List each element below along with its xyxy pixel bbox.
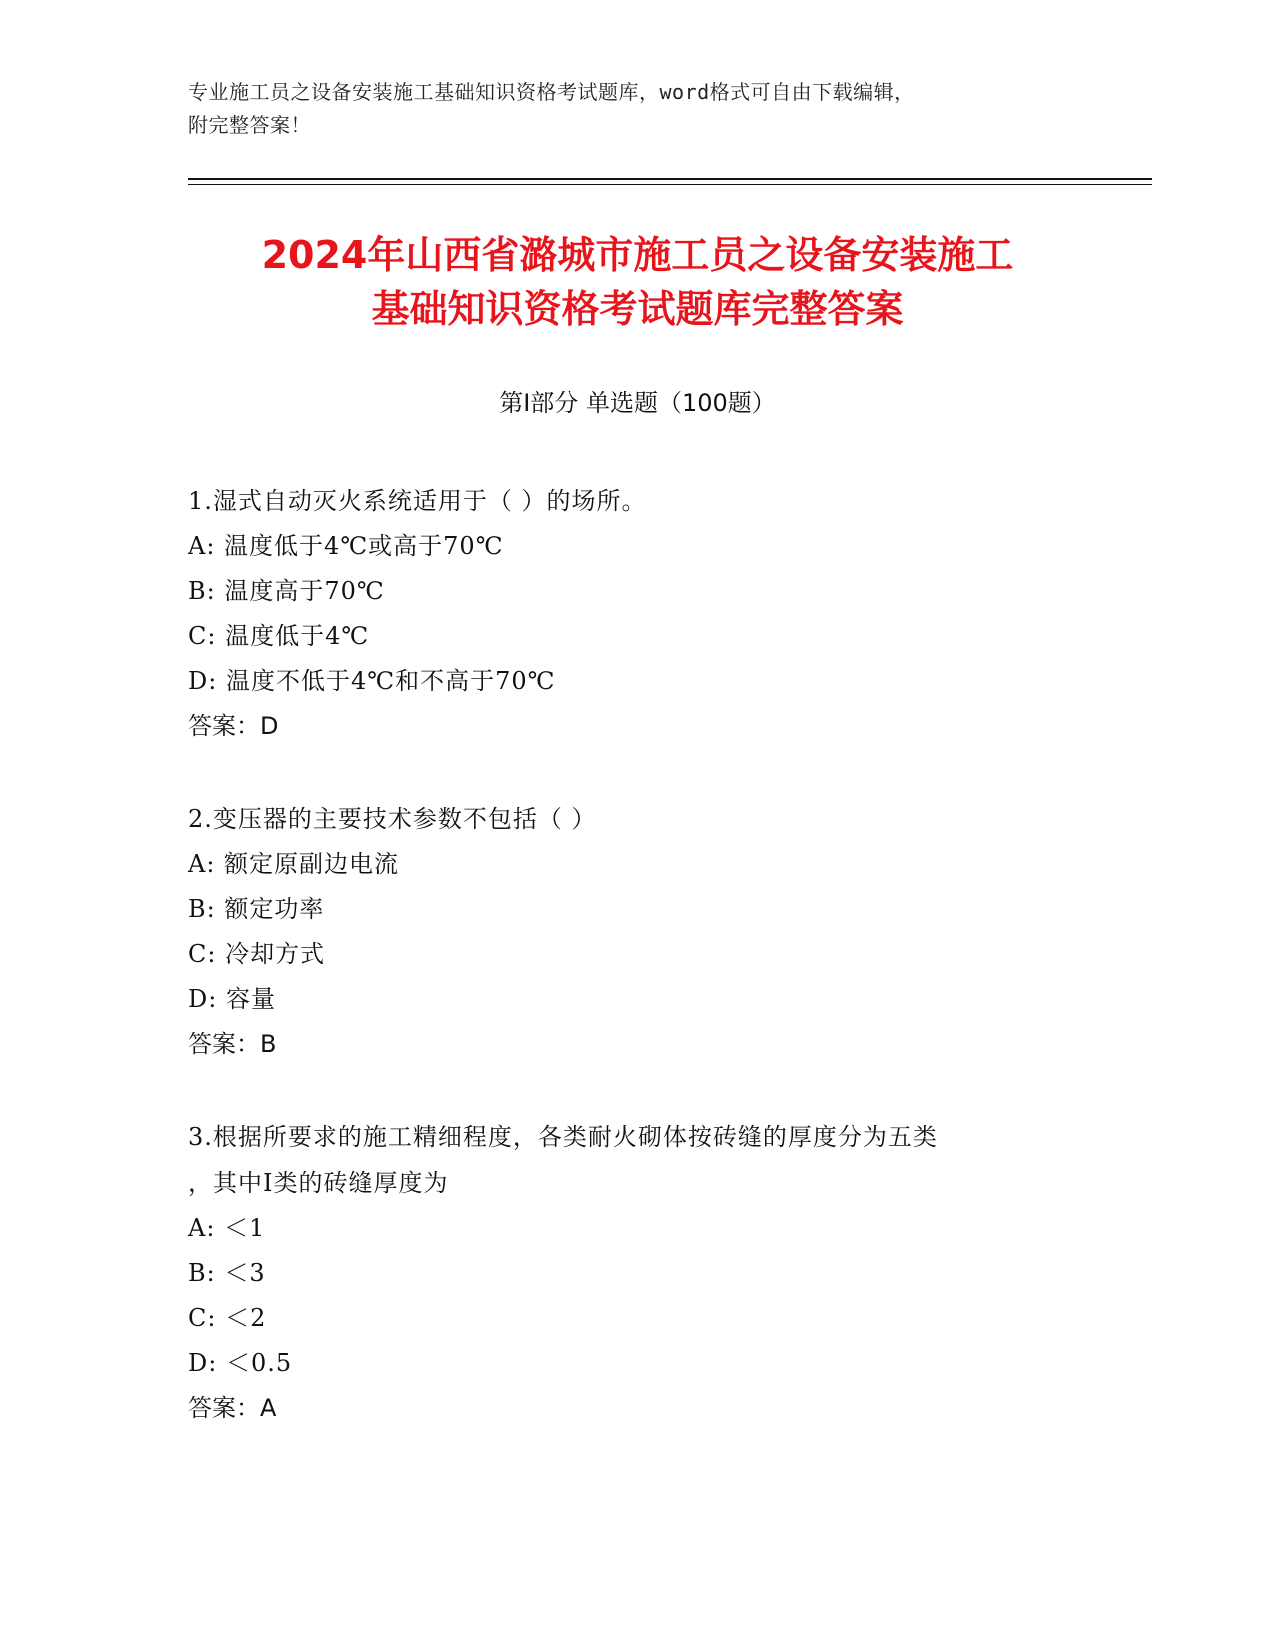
answer-label: 答案：A xyxy=(188,1394,277,1422)
question-stem: 2.变压器的主要技术参数不包括（ ） xyxy=(188,805,597,833)
question-stem-continued: ，其中Ⅰ类的砖缝厚度为 xyxy=(188,1169,449,1197)
question-list xyxy=(188,478,1088,1431)
question-spacer xyxy=(188,1067,1088,1114)
answer-label: 答案：B xyxy=(188,1030,277,1058)
title-line: 2024年山西省潞城市施工员之设备安装施工 xyxy=(261,233,1014,277)
question-item xyxy=(188,478,1088,749)
option-a: A: 额定原副边电流 xyxy=(188,850,400,878)
header-divider-thick xyxy=(188,178,1152,180)
option-a: A: ＜1 xyxy=(188,1214,266,1242)
question-item xyxy=(188,1114,1088,1431)
header-note-line: 附完整答案！ xyxy=(188,113,311,137)
option-c: C: 温度低于4℃ xyxy=(188,622,370,650)
option-c: C: ＜2 xyxy=(188,1304,267,1332)
question-stem: 1.湿式自动灭火系统适用于（ ）的场所。 xyxy=(188,487,647,515)
option-d: D: 容量 xyxy=(188,985,276,1013)
option-c: C: 冷却方式 xyxy=(188,940,326,968)
question-item xyxy=(188,796,1088,1067)
answer-label: 答案：D xyxy=(188,712,279,740)
option-d: D: 温度不低于4℃和不高于70℃ xyxy=(188,667,556,695)
option-b: B: 温度高于70℃ xyxy=(188,577,385,605)
header-divider-thin xyxy=(188,184,1152,185)
header-note xyxy=(188,76,1068,142)
title-line: 基础知识资格考试题库完整答案 xyxy=(371,287,904,331)
header-note-line: 专业施工员之设备安装施工基础知识资格考试题库，word格式可自由下载编辑， xyxy=(188,80,915,104)
option-b: B: 额定功率 xyxy=(188,895,325,923)
question-stem: 3.根据所要求的施工精细程度，各类耐火砌体按砖缝的厚度分为五类 xyxy=(188,1123,938,1151)
option-d: D: ＜0.5 xyxy=(188,1349,293,1377)
section-heading: 第Ⅰ部分 单选题（100题） xyxy=(499,389,776,417)
option-a: A: 温度低于4℃或高于70℃ xyxy=(188,532,504,560)
question-spacer xyxy=(188,749,1088,796)
option-b: B: ＜3 xyxy=(188,1259,266,1287)
document-title xyxy=(140,228,1135,336)
